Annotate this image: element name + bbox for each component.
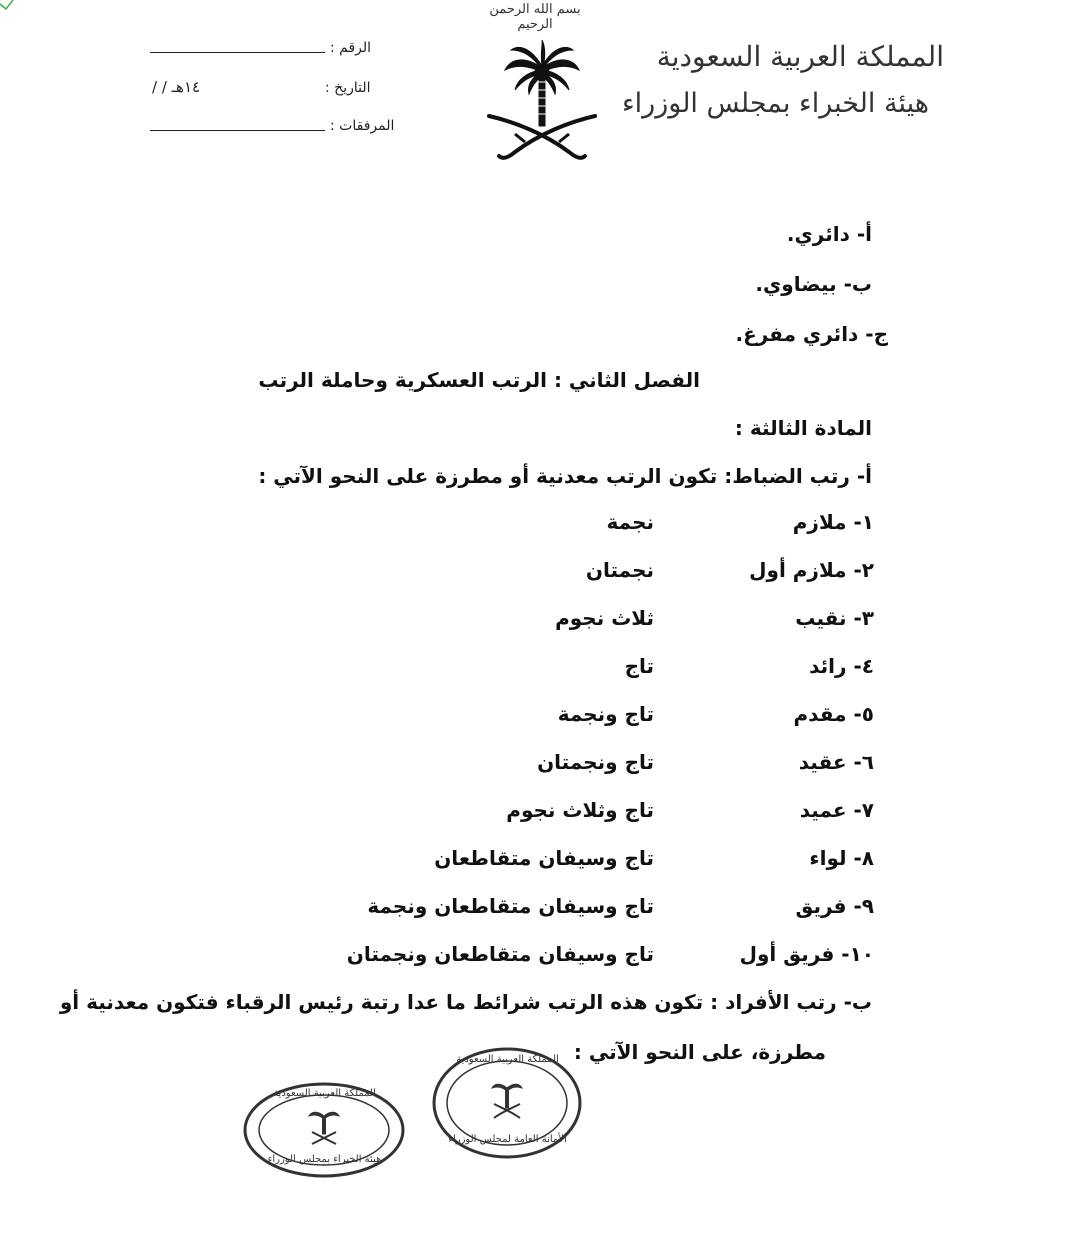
rank-insignia: نجمتان — [585, 558, 654, 582]
shape-item-a: أ- دائري. — [786, 222, 872, 246]
corner-mark-icon — [0, 0, 14, 10]
individuals-line-2: مطرزة، على النحو الآتي : — [573, 1040, 826, 1064]
number-field-line — [150, 52, 325, 53]
rank-name: ٥- مقدم — [793, 702, 874, 726]
chapter-title: الفصل الثاني : الرتب العسكرية وحاملة الرتب — [258, 368, 700, 392]
attachments-field-line — [150, 130, 325, 131]
rank-name: ٩- فريق — [795, 894, 874, 918]
rank-insignia: تاج وسيفان متقاطعان — [434, 846, 654, 870]
stamp-left-bottom-text: هيئة الخبراء بمجلس الوزراء — [267, 1154, 382, 1165]
rank-name: ٢- ملازم أول — [749, 558, 874, 582]
rank-insignia: تاج — [624, 654, 654, 678]
shape-item-c: ج- دائري مفرغ. — [735, 322, 888, 346]
rank-insignia: تاج وثلاث نجوم — [506, 798, 654, 822]
rank-insignia: تاج وسيفان متقاطعان ونجمة — [367, 894, 654, 918]
kingdom-name: المملكة العربية السعودية — [656, 40, 944, 73]
individuals-line-1: ب- رتب الأفراد : تكون هذه الرتب شرائط ما عدا رتبة رئيس الرقباء فتكون معدنية أو — [59, 990, 872, 1014]
date-value: / / ١٤هـ — [152, 78, 201, 96]
rank-insignia: تاج ونجمتان — [537, 750, 654, 774]
rank-insignia: تاج وسيفان متقاطعان ونجمتان — [346, 942, 654, 966]
article-title: المادة الثالثة : — [734, 416, 872, 440]
shape-item-b: ب- بيضاوي. — [755, 272, 872, 296]
rank-name: ١٠- فريق أول — [739, 942, 874, 966]
rank-name: ٦- عقيد — [798, 750, 874, 774]
rank-name: ١- ملازم — [792, 510, 874, 534]
bureau-stamp — [242, 1080, 407, 1180]
council-secretariat-stamp — [430, 1046, 585, 1161]
number-label: الرقم : — [330, 40, 372, 56]
rank-insignia: تاج ونجمة — [557, 702, 654, 726]
stamp-left-top-text: المملكة العربية السعودية — [273, 1088, 376, 1099]
stamp-right-top-text: المملكة العربية السعودية — [456, 1054, 559, 1065]
saudi-emblem-icon — [485, 38, 600, 166]
rank-name: ٣- نقيب — [795, 606, 874, 630]
rank-insignia: نجمة — [606, 510, 654, 534]
stamp-right-bottom-text: الأمانة العامة لمجلس الوزراء — [448, 1134, 567, 1145]
rank-name: ٤- رائد — [809, 654, 874, 678]
rank-name: ٧- عميد — [799, 798, 874, 822]
rank-insignia: ثلاث نجوم — [555, 606, 654, 630]
date-label: التاريخ : — [325, 80, 371, 96]
officers-intro: أ- رتب الضباط: تكون الرتب معدنية أو مطرزة على النحو الآتي : — [258, 464, 872, 488]
bureau-name: هيئة الخبراء بمجلس الوزراء — [621, 88, 929, 119]
rank-name: ٨- لواء — [809, 846, 874, 870]
bismillah: بسم الله الرحمن الرحيم — [489, 2, 581, 32]
attachments-label: المرفقات : — [330, 118, 395, 134]
